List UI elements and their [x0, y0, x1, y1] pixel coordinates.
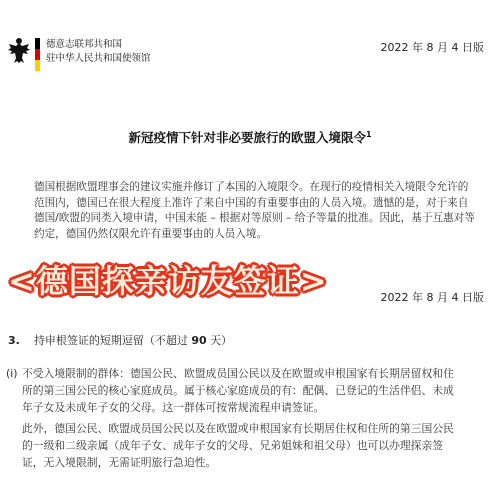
flag-stripe-black — [35, 38, 40, 49]
document-date-repeat: 2022 年 8 月 4 日版 — [380, 291, 484, 304]
clause-marker: (i) — [6, 367, 18, 380]
document-title — [0, 128, 500, 146]
section-number: 3. — [8, 334, 20, 347]
document-date: 2022 年 8 月 4 日版 — [380, 41, 484, 54]
section-text: 持申根签证的短期逗留（不超过 — [33, 334, 188, 347]
flag-stripe-gold — [35, 60, 40, 71]
section-days: 90 — [191, 334, 207, 347]
section-heading — [8, 332, 232, 348]
intro-line: 约定，德国仍然仅限允许有重要事由的人员入境。 — [34, 227, 268, 240]
intro-line: 德国/欧盟的同类入境申请，中国未能 – 根据对等原则 – 给予等量的批准。因此，基于互惠对等 — [34, 212, 475, 224]
title-text: 新冠疫情下针对非必要旅行的欧盟入境限令 — [128, 130, 366, 145]
intro-line: 德国根据欧盟理事会的建议实施并修订了本国的入境限令。在现行的疫情相关入境限令允许的 — [34, 181, 469, 193]
clause-line: 的一级和二级亲属（成年子女、成年子女的父母、兄弟姐妹和祖父母）也可以办理探亲签 — [22, 439, 444, 452]
clause-line: 不受入境限制的群体：德国公民、欧盟成员国公民以及在欧盟或申根国家有长期居留权和住 — [22, 367, 454, 380]
section-suffix: 天） — [210, 334, 233, 347]
clause-line: 证，无入境限制，无需证明旅行急迫性。 — [22, 456, 217, 469]
german-flag-bar — [35, 38, 40, 71]
intro-paragraph — [34, 180, 500, 242]
clause-i — [6, 365, 500, 471]
title-footnote-marker: 1 — [365, 129, 372, 139]
flag-stripe-red — [35, 49, 40, 60]
intro-line: 范围内，德国已在很大程度上准许了来自中国的有重要事由的人员入境。遗憾的是，对于来自 — [34, 196, 469, 209]
federal-eagle-icon — [8, 36, 30, 64]
clause-line: 所的第三国公民的核心家庭成员。属于核心家庭成员的有：配偶、已登记的生活伴侣、未成 — [22, 384, 454, 397]
visa-banner-overlay: <德国探亲访友签证> — [8, 262, 328, 300]
embassy-name-line2: 驻中华人民共和国使领馆 — [46, 53, 151, 64]
clause-line: 年子女及未成年子女的父母。这一群体可按常规流程申请签证。 — [22, 401, 325, 414]
clause-line: 此外，德国公民、欧盟成员国公民以及在欧盟或申根国家有长期居住权和住所的第三国公民 — [22, 422, 454, 435]
embassy-name-line1: 德意志联邦共和国 — [46, 39, 123, 50]
